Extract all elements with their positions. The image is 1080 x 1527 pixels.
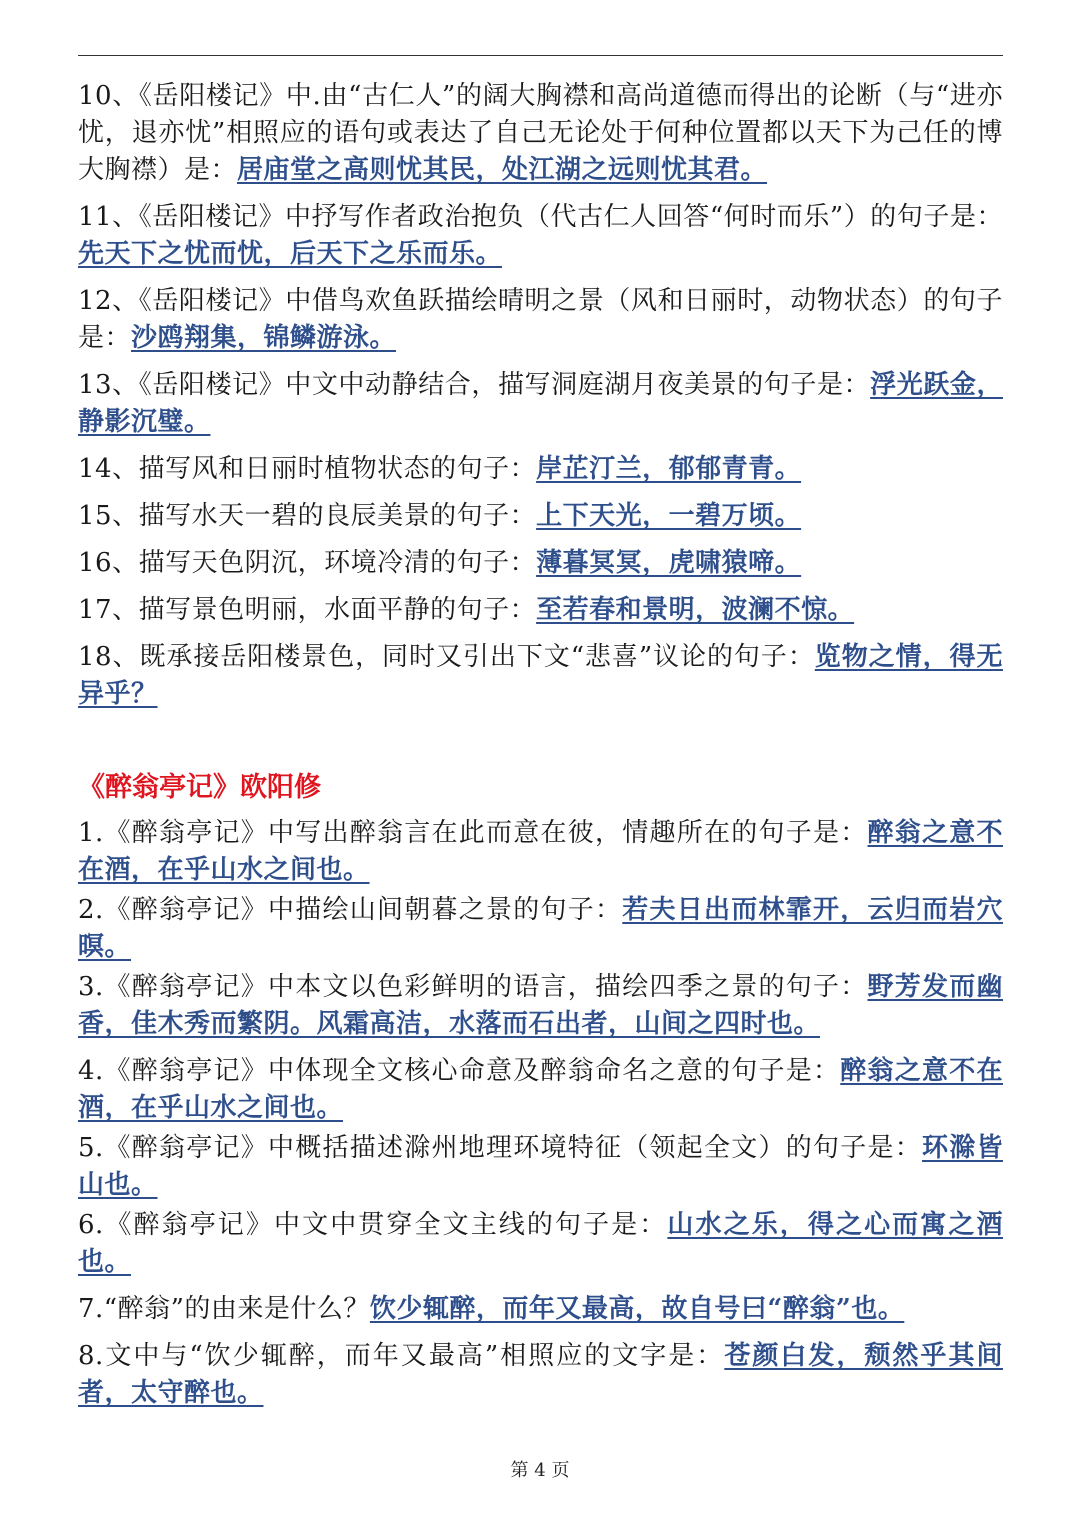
question-item: [78, 969, 1003, 1043]
question-item: [78, 498, 1003, 535]
question-item: [78, 1291, 1003, 1328]
question-text: 3.《醉翁亭记》中本文以色彩鲜明的语言，描绘四季之景的句子：: [78, 972, 868, 1002]
question-item: [78, 1338, 1003, 1412]
question-item: [78, 815, 1003, 889]
answer-text: 沙鸥翔集，锦鳞游泳。: [131, 323, 397, 353]
answer-text: 野芳发而幽香，佳木秀而繁阴。风霜高洁，水落而石出者，山间之四时也。: [78, 972, 1003, 1039]
question-text: 8.文中与“饮少辄醉，而年又最高”相照应的文字是：: [78, 1341, 725, 1371]
question-text: 6.《醉翁亭记》中文中贯穿全文主线的句子是：: [78, 1210, 668, 1240]
question-text: 13、《岳阳楼记》中文中动静结合，描写洞庭湖月夜美景的句子是：: [78, 370, 871, 400]
question-text: 4.《醉翁亭记》中体现全文核心命意及醉翁命名之意的句子是：: [78, 1056, 841, 1086]
answer-text: 醉翁之意不在酒，在乎山水之间也。: [78, 818, 1003, 885]
question-text: 7.“醉翁”的由来是什么？: [78, 1294, 370, 1324]
page-content: [78, 78, 1003, 1422]
question-text: 5.《醉翁亭记》中概括描述滁州地理环境特征（领起全文）的句子是：: [78, 1133, 922, 1163]
answer-text: 至若春和景明，波澜不惊。: [536, 595, 855, 625]
question-text: 1.《醉翁亭记》中写出醉翁言在此而意在彼，情趣所在的句子是：: [78, 818, 868, 848]
question-text: 17、描写景色明丽，水面平静的句子：: [78, 595, 537, 625]
answer-text: 居庙堂之高则忧其民，处江湖之远则忧其君。: [237, 155, 768, 185]
question-item: [78, 592, 1003, 629]
page-number: 第 4 页: [510, 1460, 570, 1481]
question-text: 15、描写水天一碧的良辰美景的句子：: [78, 501, 537, 531]
question-text: 12、《岳阳楼记》中借鸟欢鱼跃描绘晴明之景（风和日丽时，动物状态）的句子是：: [78, 286, 1003, 353]
question-item: [78, 545, 1003, 582]
question-item: [78, 892, 1003, 966]
top-rule: [78, 55, 1003, 56]
question-text: 10、《岳阳楼记》中.由“古仁人”的阔大胸襟和高尚道德而得出的论断（与“进亦忧，退亦忧”相照应的语句或表达了自己无论处于何种位置都以天下为己任的博大胸襟）是：: [78, 81, 1003, 185]
question-text: 18、既承接岳阳楼景色，同时又引出下文“悲喜”议论的句子：: [78, 642, 815, 672]
question-item: [78, 639, 1003, 713]
answer-text: 先天下之忧而忧，后天下之乐而乐。: [78, 239, 503, 269]
answer-text: 浮光跃金，静影沉璧。: [78, 370, 1003, 437]
question-item: [78, 1053, 1003, 1127]
answer-text: 环滁皆山也。: [78, 1133, 1003, 1200]
answer-text: 苍颜白发，颓然乎其间者，太守醉也。: [78, 1341, 1003, 1408]
question-item: [78, 367, 1003, 441]
question-item: [78, 1207, 1003, 1281]
section-zuiwengtingji: [78, 815, 1003, 1412]
question-item: [78, 199, 1003, 273]
answer-text: 览物之情，得无异乎？: [78, 642, 1003, 709]
question-text: 11、《岳阳楼记》中抒写作者政治抱负（代古仁人回答“何时而乐”）的句子是：: [78, 202, 1003, 232]
section-yueyanglouji: [78, 78, 1003, 713]
section-heading: 《醉翁亭记》欧阳修: [78, 772, 321, 803]
question-item: [78, 283, 1003, 357]
answer-text: 薄暮冥冥，虎啸猿啼。: [536, 548, 802, 578]
question-text: 14、描写风和日丽时植物状态的句子：: [78, 454, 537, 484]
answer-text: 岸芷汀兰，郁郁青青。: [536, 454, 802, 484]
answer-text: 山水之乐，得之心而寓之酒也。: [78, 1210, 1003, 1277]
question-item: [78, 78, 1003, 189]
question-item: [78, 451, 1003, 488]
answer-text: 醉翁之意不在酒，在乎山水之间也。: [78, 1056, 1003, 1123]
question-item: [78, 1130, 1003, 1204]
question-text: 2.《醉翁亭记》中描绘山间朝暮之景的句子：: [78, 895, 623, 925]
answer-text: 若夫日出而林霏开，云归而岩穴暝。: [78, 895, 1003, 962]
answer-text: 饮少辄醉，而年又最高，故自号曰“醉翁”也。: [369, 1294, 905, 1324]
question-text: 16、描写天色阴沉，环境冷清的句子：: [78, 548, 537, 578]
answer-text: 上下天光，一碧万顷。: [536, 501, 802, 531]
